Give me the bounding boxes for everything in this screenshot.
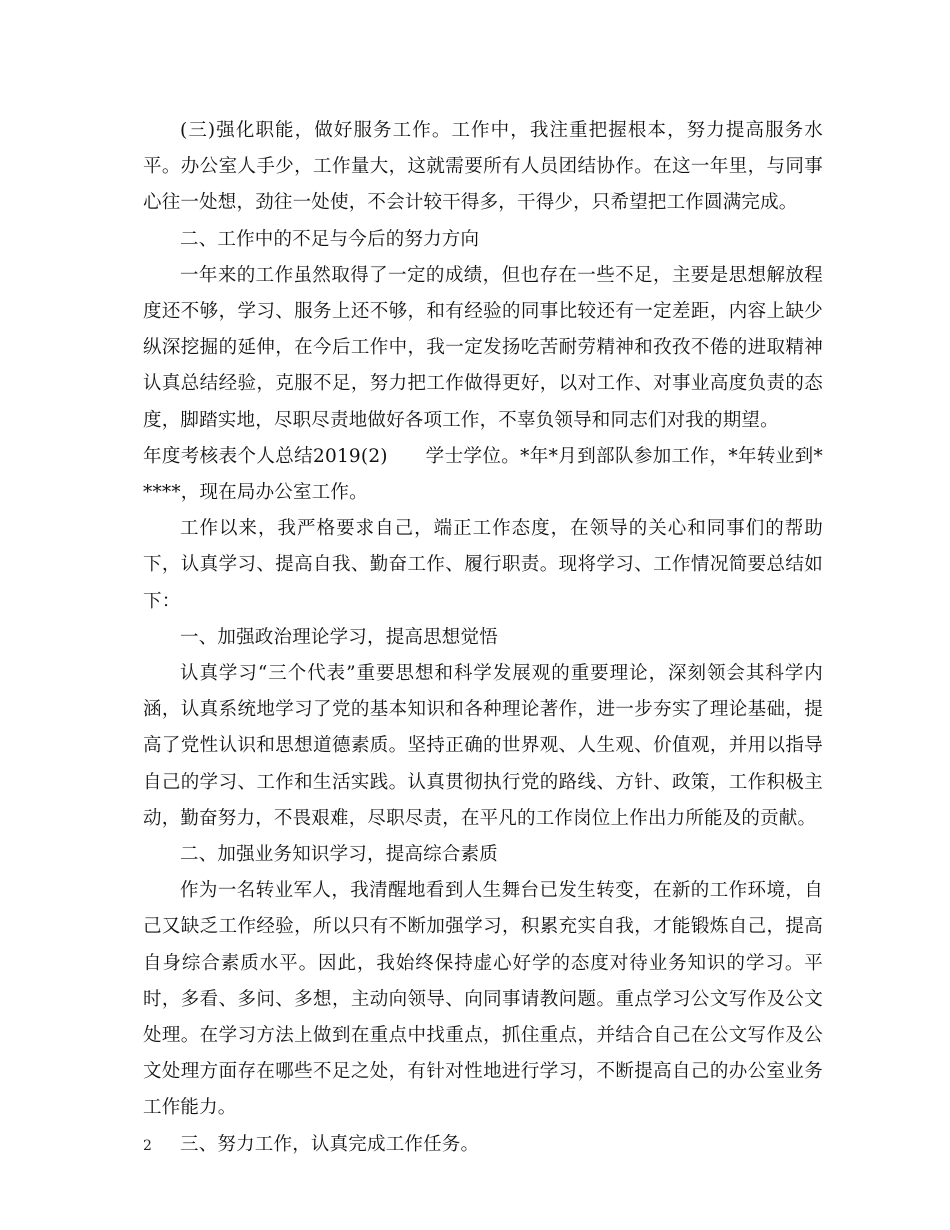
section-heading: 一、加强政治理论学习，提高思想觉悟 — [180, 626, 498, 648]
section-heading: 二、加强业务知识学习，提高综合素质 — [180, 844, 498, 866]
paragraph: 作为一名转业军人，我清醒地看到人生舞台已发生转变，在新的工作环境，自己又缺乏工作经验，所以只有不断加强学习，积累充实自我，才能锻炼自己，提高自身综合素质水平。因此，我始终保持虚心好学的态度对待业务知识的学习。平时，多看、多问、多想，主动向领导、向同事请教问题。重点学习公文写作及公文处理。在学习方法上做到在重点中找重点，抓住重点，并结合自己在公文写作及公文处理方面存在哪些不足之处，有针对性地进行学习，不断提高自己的办公室业务工作能力。 — [143, 880, 823, 1119]
paragraph: 工作以来，我严格要求自己，端正工作态度，在领导的关心和同事们的帮助下，认真学习、提高自我、勤奋工作、履行职责。现将学习、工作情况简要总结如下： — [143, 518, 823, 612]
section-heading: 三、努力工作，认真完成工作任务。 — [180, 1133, 480, 1155]
page-number: 2 — [143, 1138, 152, 1154]
paragraph: 年度考核表个人总结2019(2) 学士学位。*年*月到部队参加工作，*年转业到*****，现在局办公室工作。 — [143, 445, 823, 504]
section-heading: 二、工作中的不足与今后的努力方向 — [180, 228, 480, 250]
paragraph: 认真学习“三个代表”重要思想和科学发展观的重要理论，深刻领会其科学内涵，认真系统地学习了党的基本知识和各种理论著作，进一步夯实了理论基础，提高了党性认识和思想道德素质。坚持正确的世界观、人生观、价值观，并用以指导自己的学习、工作和生活实践。认真贯彻执行党的路线、方针、政策，工作积极主动，勤奋努力，不畏艰难，尽职尽责，在平凡的工作岗位上作出力所能及的贡献。 — [143, 663, 823, 829]
document-body — [143, 113, 823, 1163]
paragraph: (三)强化职能，做好服务工作。工作中，我注重把握根本，努力提高服务水平。办公室人手少，工作量大，这就需要所有人员团结协作。在这一年里，与同事心往一处想，劲往一处使，不会计较干得多，干得少，只希望把工作圆满完成。 — [143, 120, 823, 214]
paragraph: 一年来的工作虽然取得了一定的成绩，但也存在一些不足，主要是思想解放程度还不够，学习、服务上还不够，和有经验的同事比较还有一定差距，内容上缺少纵深挖掘的延伸，在今后工作中，我一定发扬吃苦耐劳精神和孜孜不倦的进取精神认真总结经验，克服不足，努力把工作做得更好，以对工作、对事业高度负责的态度，脚踏实地，尽职尽责地做好各项工作，不辜负领导和同志们对我的期望。 — [143, 264, 823, 431]
